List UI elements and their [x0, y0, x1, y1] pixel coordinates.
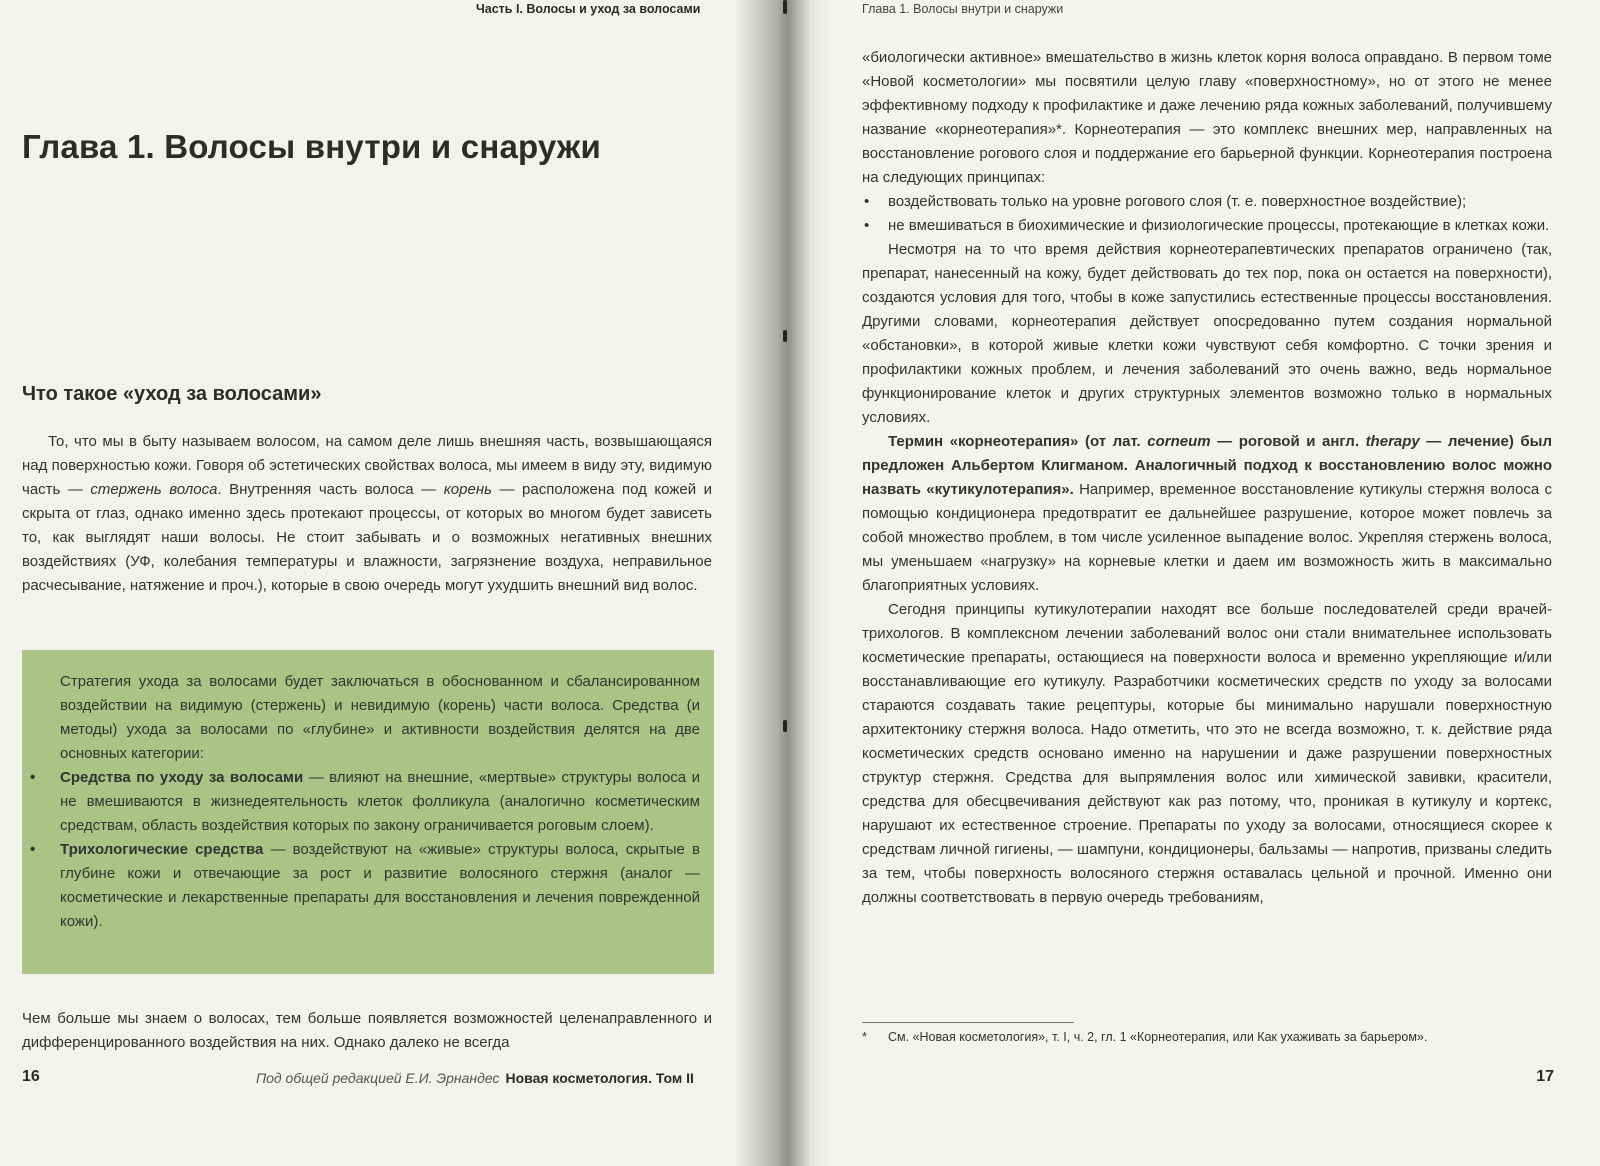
page-number: 16 — [22, 1068, 40, 1085]
term-shaft: стержень волоса — [90, 481, 218, 498]
callout-intro: Стратегия ухода за волосами будет заключаться в обоснованном и сбалансированном воздействии на видимую (стержень) и невидимую (корень) части волоса. Средства (и методы) ухода за волосами по «глубине» и активности воздействия делятся на две основных категории: — [60, 673, 700, 762]
binding-mark — [783, 720, 787, 732]
chapter-title: Глава 1. Волосы внутри и снаружи — [22, 128, 601, 165]
text-run: Например, временное восстановление кутикулы стержня волоса с помощью кондиционера предотвратит ее дальнейшее разрушение, которое может повлечь за собой множество проблем, в том числе усиленное выпадение волос. Укрепляя стержень волоса, мы уменьшаем «нагрузку» на корневые клетки и даем им возможность жить в максимально благоприятных условиях. — [862, 481, 1552, 594]
footer-book-title: Новая косметология. Том II — [505, 1070, 694, 1086]
list-item-text: воздействовать только на уровне рогового слоя (т. е. поверхностное воздействие); — [888, 193, 1467, 210]
footer-editor: Под общей редакцией Е.И. Эрнандес — [256, 1070, 500, 1086]
closing-paragraph — [22, 992, 712, 1070]
term-english: therapy — [1365, 433, 1420, 450]
text-run: . Внутренняя часть волоса — — [217, 481, 444, 498]
bullet-icon: • — [864, 193, 870, 210]
green-callout-box — [22, 650, 714, 974]
text-run: — лечение) был предложен Альбертом Клигманом. Аналогичный подход к восстановлению волос можно назвать «кутикулотерапия». — [862, 433, 1552, 498]
footnote-mark: * — [862, 1030, 867, 1044]
principles-list — [862, 190, 1552, 238]
term-latin: corneum — [1147, 433, 1211, 450]
right-page-body — [862, 46, 1552, 910]
book-footer — [256, 1070, 694, 1086]
list-item — [864, 190, 1552, 214]
text-run: То, что мы в быту называем волосом, на самом деле лишь внешняя часть, возвышающаяся над поверхностью кожи. Говоря об эстетических свойствах волоса, мы имеем в виду эту, видимую часть — — [22, 433, 712, 498]
footnote-text: См. «Новая косметология», т. I, ч. 2, гл. 1 «Корнеотерапия, или Как ухаживать за барьером». — [888, 1030, 1428, 1044]
list-item-term: Трихологические средства — [60, 841, 264, 858]
section-title: Что такое «уход за волосами» — [22, 383, 322, 405]
term-root: корень — [443, 481, 492, 498]
paragraph: Несмотря на то что время действия корнеотерапевтических препаратов ограничено (так, препарат, нанесенный на кожу, будет действовать до тех пор, пока он остается на поверхности), создаются условия для того, чтобы в коже запустились естественные процессы восстановления. Другими словами, корнеотерапия действует опосредованно путем создания нормальной «обстановки», в которой живые клетки кожи чувствуют себя комфортно. С точки зрения и профилактики кожных проблем, и лечения заболеваний это очень важно, ведь нормальное функционирование клеток и других структурных элементов возможно только в нормальных условиях. — [862, 241, 1552, 426]
bullet-icon: • — [30, 769, 36, 786]
paragraph — [862, 430, 1552, 598]
paragraph: Сегодня принципы кутикулотерапии находят все больше последователей среди врачей-трихологов. В комплексном лечении заболеваний волос они стали внимательнее использовать косметические препараты, остающиеся на поверхности волоса и временно укрепляющие и/или восстанавливающие его кутикулу. Разработчики косметических средств по уходу за волосами стараются создавать такие рецептуры, которые бы минимально нарушали поверхностную архитектонику стержня волоса. Надо отметить, что это не всегда возможно, т. к. действие ряда косметических средств основано именно на нарушении и даже разрушении поверхностных структур стержня. Средства для выпрямления волос или химической завивки, красители, средства для обесцвечивания действуют как раз потому, что, проникая в кутикулу и кортекс, нарушают их естественное строение. Препараты по уходу за волосами, относящиеся скорее к средствам личной гигиены, — шампуни, кондиционеры, бальзамы — напротив, призваны следить за тем, чтобы поверхность волосяного стержня оставалась цельной и прочной. Именно они должны соответствовать в первую очередь требованиям, — [862, 601, 1552, 906]
list-item — [30, 838, 700, 934]
list-item-text: — влияют на внешние, «мертвые» структуры волоса и не вмешиваются в жизнедеятельность клеток фолликула (аналогично косметическим средствам, область воздействия которых по закону ограничивается роговым слоем). — [60, 769, 700, 834]
text-run: Термин «корнеотерапия» (от лат. — [888, 433, 1148, 450]
running-head: Глава 1. Волосы внутри и снаружи — [862, 2, 1064, 16]
binding-mark — [783, 0, 787, 14]
paragraph-text: Чем больше мы знаем о волосах, тем больше появляется возможностей целенаправленного и дифференцированного воздействия на них. Однако далеко не всегда — [22, 1010, 712, 1051]
intro-paragraph — [22, 430, 712, 598]
page-number: 17 — [1536, 1068, 1554, 1085]
left-page — [0, 0, 782, 1166]
footnote — [862, 1030, 1552, 1044]
text-run: — роговой и англ. — [1210, 433, 1366, 450]
bullet-icon: • — [864, 217, 870, 234]
text-run: — расположена под кожей и скрыта от глаз, однако именно здесь протекают процессы, от которых во многом будет зависеть то, как выглядят наши волосы. Не стоит забывать и о возможных негативных внешних воздействиях (УФ, колебания температуры и влажности, загрязнение воздуха, неправильное расчесывание, натяжение и проч.), которые в свою очередь могут ухудшить внешний вид волос. — [22, 481, 713, 594]
footnote-rule — [862, 1022, 1074, 1023]
list-item-text: — воздействуют на «живые» структуры волоса, скрытые в глубине кожи и отвечающие за рост и развитие волосяного стержня (аналог — косметические и лекарственные препараты для восстановления и лечения поврежденной кожи). — [60, 841, 700, 930]
list-item-text: не вмешиваться в биохимические и физиологические процессы, протекающие в клетках кожи. — [888, 217, 1550, 234]
bullet-icon: • — [30, 841, 36, 858]
paragraph: «биологически активное» вмешательство в жизнь клеток корня волоса оправдано. В первом томе «Новой косметологии» мы посвятили целую главу «поверхностному», но от этого не менее эффективному подходу к профилактике и даже лечению ряда кожных заболеваний, получившему название «корнеотерапия»*. Корнеотерапия — это комплекс внешних мер, направленных на восстановление рогового слоя и поддержание его барьерной функции. Корнеотерапия построена на следующих принципах: — [862, 49, 1552, 186]
callout-list — [30, 766, 700, 934]
running-head: Часть I. Волосы и уход за волосами — [476, 2, 701, 16]
list-item-term: Средства по уходу за волосами — [60, 769, 304, 786]
list-item — [30, 766, 700, 838]
list-item — [864, 214, 1552, 238]
binding-mark — [783, 330, 787, 342]
right-page — [782, 0, 1600, 1166]
